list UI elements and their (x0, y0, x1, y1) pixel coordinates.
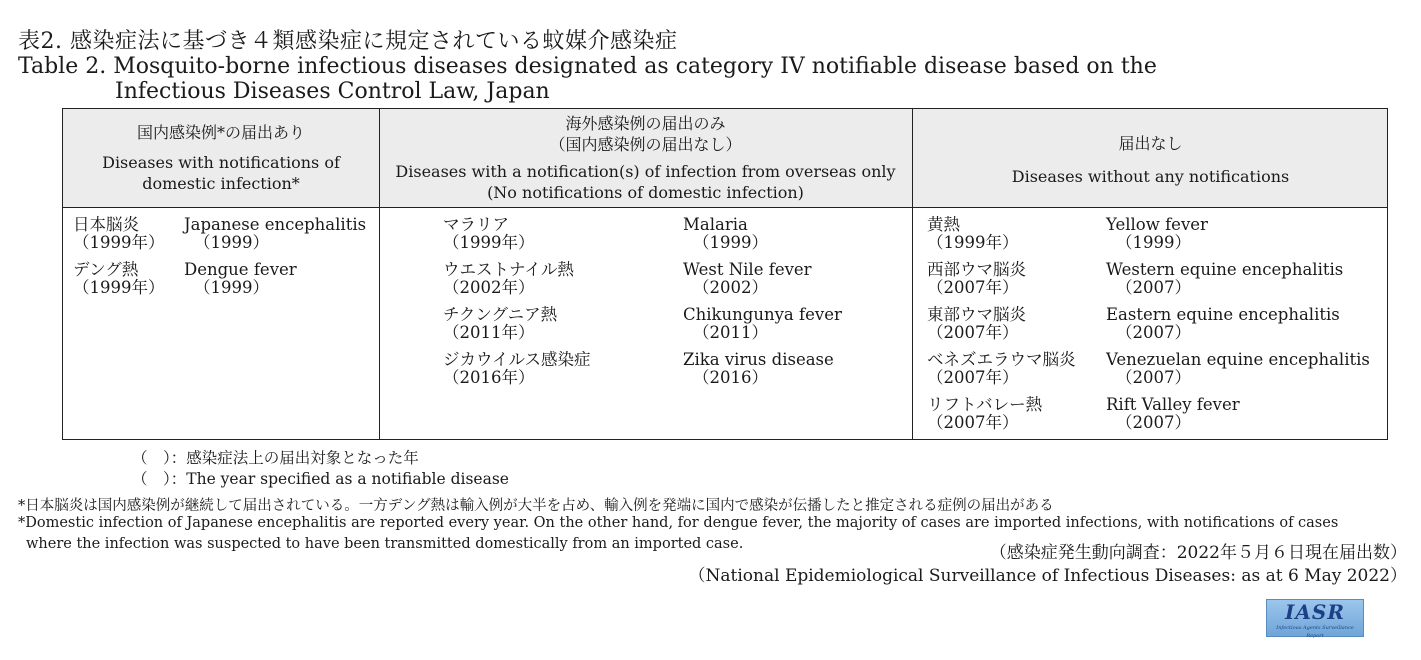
header-none (912, 109, 1389, 207)
list-item (683, 306, 842, 342)
disease-year-ja: （2007年） (927, 413, 1019, 432)
list-item (443, 306, 557, 342)
header-domestic-en1: Diseases with notifications of (102, 153, 340, 172)
disease-year-en: （2011） (693, 323, 768, 342)
disease-name-ja: デング熱 (73, 260, 139, 279)
header-overseas-en1: Diseases with a notification(s) of infection from overseas only (395, 162, 896, 181)
list-item (683, 261, 812, 297)
disease-name-ja: ジカウイルス感染症 (443, 350, 591, 369)
disease-year-en: （2007） (1116, 323, 1191, 342)
disease-year-ja: （1999年） (443, 233, 535, 252)
disease-year-ja: （1999年） (927, 233, 1019, 252)
list-item (1106, 396, 1240, 432)
disease-name-en: Dengue fever (184, 260, 297, 279)
disease-year-ja: （2007年） (927, 368, 1019, 387)
list-item (683, 216, 768, 252)
header-overseas (379, 109, 912, 207)
list-item (443, 351, 591, 387)
list-item (1106, 306, 1340, 342)
disease-year-en: （1999） (194, 233, 269, 252)
header-domestic-ja: 国内感染例*の届出あり (136, 123, 305, 142)
legend-en: （ ）：The year specified as a notifiable disease (132, 470, 509, 488)
list-item (927, 216, 1019, 252)
disease-name-en: Malaria (683, 215, 748, 234)
disease-year-en: （2002） (693, 278, 768, 297)
disease-name-en: Eastern equine encephalitis (1106, 305, 1340, 324)
disease-year-ja: （2007年） (927, 278, 1019, 297)
disease-year-en: （1999） (693, 233, 768, 252)
disease-name-ja: ベネズエラウマ脳炎 (927, 350, 1076, 369)
legend-ja: （ ）：感染症法上の届出対象となった年 (132, 449, 419, 467)
disease-year-ja: （2002年） (443, 278, 535, 297)
table-title-en-line2: Infectious Diseases Control Law, Japan (115, 79, 550, 104)
disease-name-ja: 西部ウマ脳炎 (927, 260, 1026, 279)
disease-table (62, 108, 1388, 440)
disease-year-ja: （1999年） (73, 278, 165, 297)
source-en: （National Epidemiological Surveillance of Infectious Diseases: as at 6 May 2022） (688, 566, 1407, 586)
disease-year-ja: （2016年） (443, 368, 535, 387)
footnote-en-line2: where the infection was suspected to have been transmitted domestically from an imported case. (26, 536, 744, 552)
list-item (927, 396, 1042, 432)
list-item (683, 351, 834, 387)
disease-year-ja: （1999年） (73, 233, 165, 252)
list-item (443, 261, 574, 297)
header-domestic (63, 109, 379, 207)
disease-name-en: Western equine encephalitis (1106, 260, 1344, 279)
disease-name-en: West Nile fever (683, 260, 812, 279)
table-title-en-line1: Table 2. Mosquito-borne infectious diseases designated as category IV notifiable disease based on the (18, 54, 1157, 79)
disease-name-ja: リフトバレー熱 (927, 395, 1043, 414)
disease-name-en: Japanese encephalitis (184, 215, 367, 234)
disease-name-en: Yellow fever (1106, 215, 1208, 234)
header-overseas-ja2: （国内感染例の届出なし） (549, 135, 742, 154)
iasr-logo-subtext: Infectious Agents Surveillance Report (1276, 625, 1354, 639)
footnote-ja: *日本脳炎は国内感染例が継続して届出されている。一方デング熱は輸入例が大半を占め、輸入例を発端に国内で感染が伝播したと推定される症例の届出がある (18, 498, 1054, 514)
source-ja: （感染症発生動向調査：2022年５月６日現在届出数） (989, 543, 1407, 563)
disease-name-en: Zika virus disease (683, 350, 834, 369)
list-item (927, 261, 1026, 297)
list-item (927, 306, 1026, 342)
iasr-logo (1266, 599, 1364, 637)
disease-year-ja: （2007年） (927, 323, 1019, 342)
list-item (1106, 216, 1208, 252)
list-item (1106, 351, 1370, 387)
disease-name-ja: 東部ウマ脳炎 (927, 305, 1026, 324)
disease-name-ja: マラリア (443, 215, 509, 234)
disease-name-en: Rift Valley fever (1106, 395, 1240, 414)
list-item (443, 216, 535, 252)
disease-name-ja: ウエストナイル熱 (443, 260, 574, 279)
header-overseas-en2: (No notifications of domestic infection) (487, 183, 804, 202)
disease-year-en: （2016） (693, 368, 768, 387)
header-domestic-en2: domestic infection* (142, 174, 300, 193)
list-item (927, 351, 1076, 387)
header-none-ja: 届出なし (1118, 134, 1183, 153)
disease-name-en: Chikungunya fever (683, 305, 842, 324)
iasr-logo-text: IASR (1285, 600, 1345, 624)
list-item (73, 261, 165, 297)
header-none-en: Diseases without any notifications (1011, 167, 1290, 186)
disease-name-ja: 黄熱 (927, 215, 960, 234)
disease-year-ja: （2011年） (443, 323, 535, 342)
disease-name-en: Venezuelan equine encephalitis (1106, 350, 1370, 369)
table-title-ja: 表2. 感染症法に基づき４類感染症に規定されている蚊媒介感染症 (18, 29, 678, 54)
list-item (1106, 261, 1343, 297)
disease-name-ja: チクングニア熱 (443, 305, 558, 324)
disease-year-en: （2007） (1116, 413, 1191, 432)
disease-year-en: （2007） (1116, 368, 1191, 387)
disease-year-en: （1999） (194, 278, 269, 297)
disease-year-en: （2007） (1116, 278, 1191, 297)
header-overseas-ja1: 海外感染例の届出のみ (565, 114, 726, 133)
list-item (184, 216, 366, 252)
footnote-en-line1: *Domestic infection of Japanese encephalitis are reported every year. On the other hand, for dengue fever, the majority of cases are imported infections, with notifications of cases (18, 515, 1339, 531)
disease-name-ja: 日本脳炎 (73, 215, 139, 234)
disease-year-en: （1999） (1116, 233, 1191, 252)
list-item (73, 216, 165, 252)
list-item (184, 261, 297, 297)
